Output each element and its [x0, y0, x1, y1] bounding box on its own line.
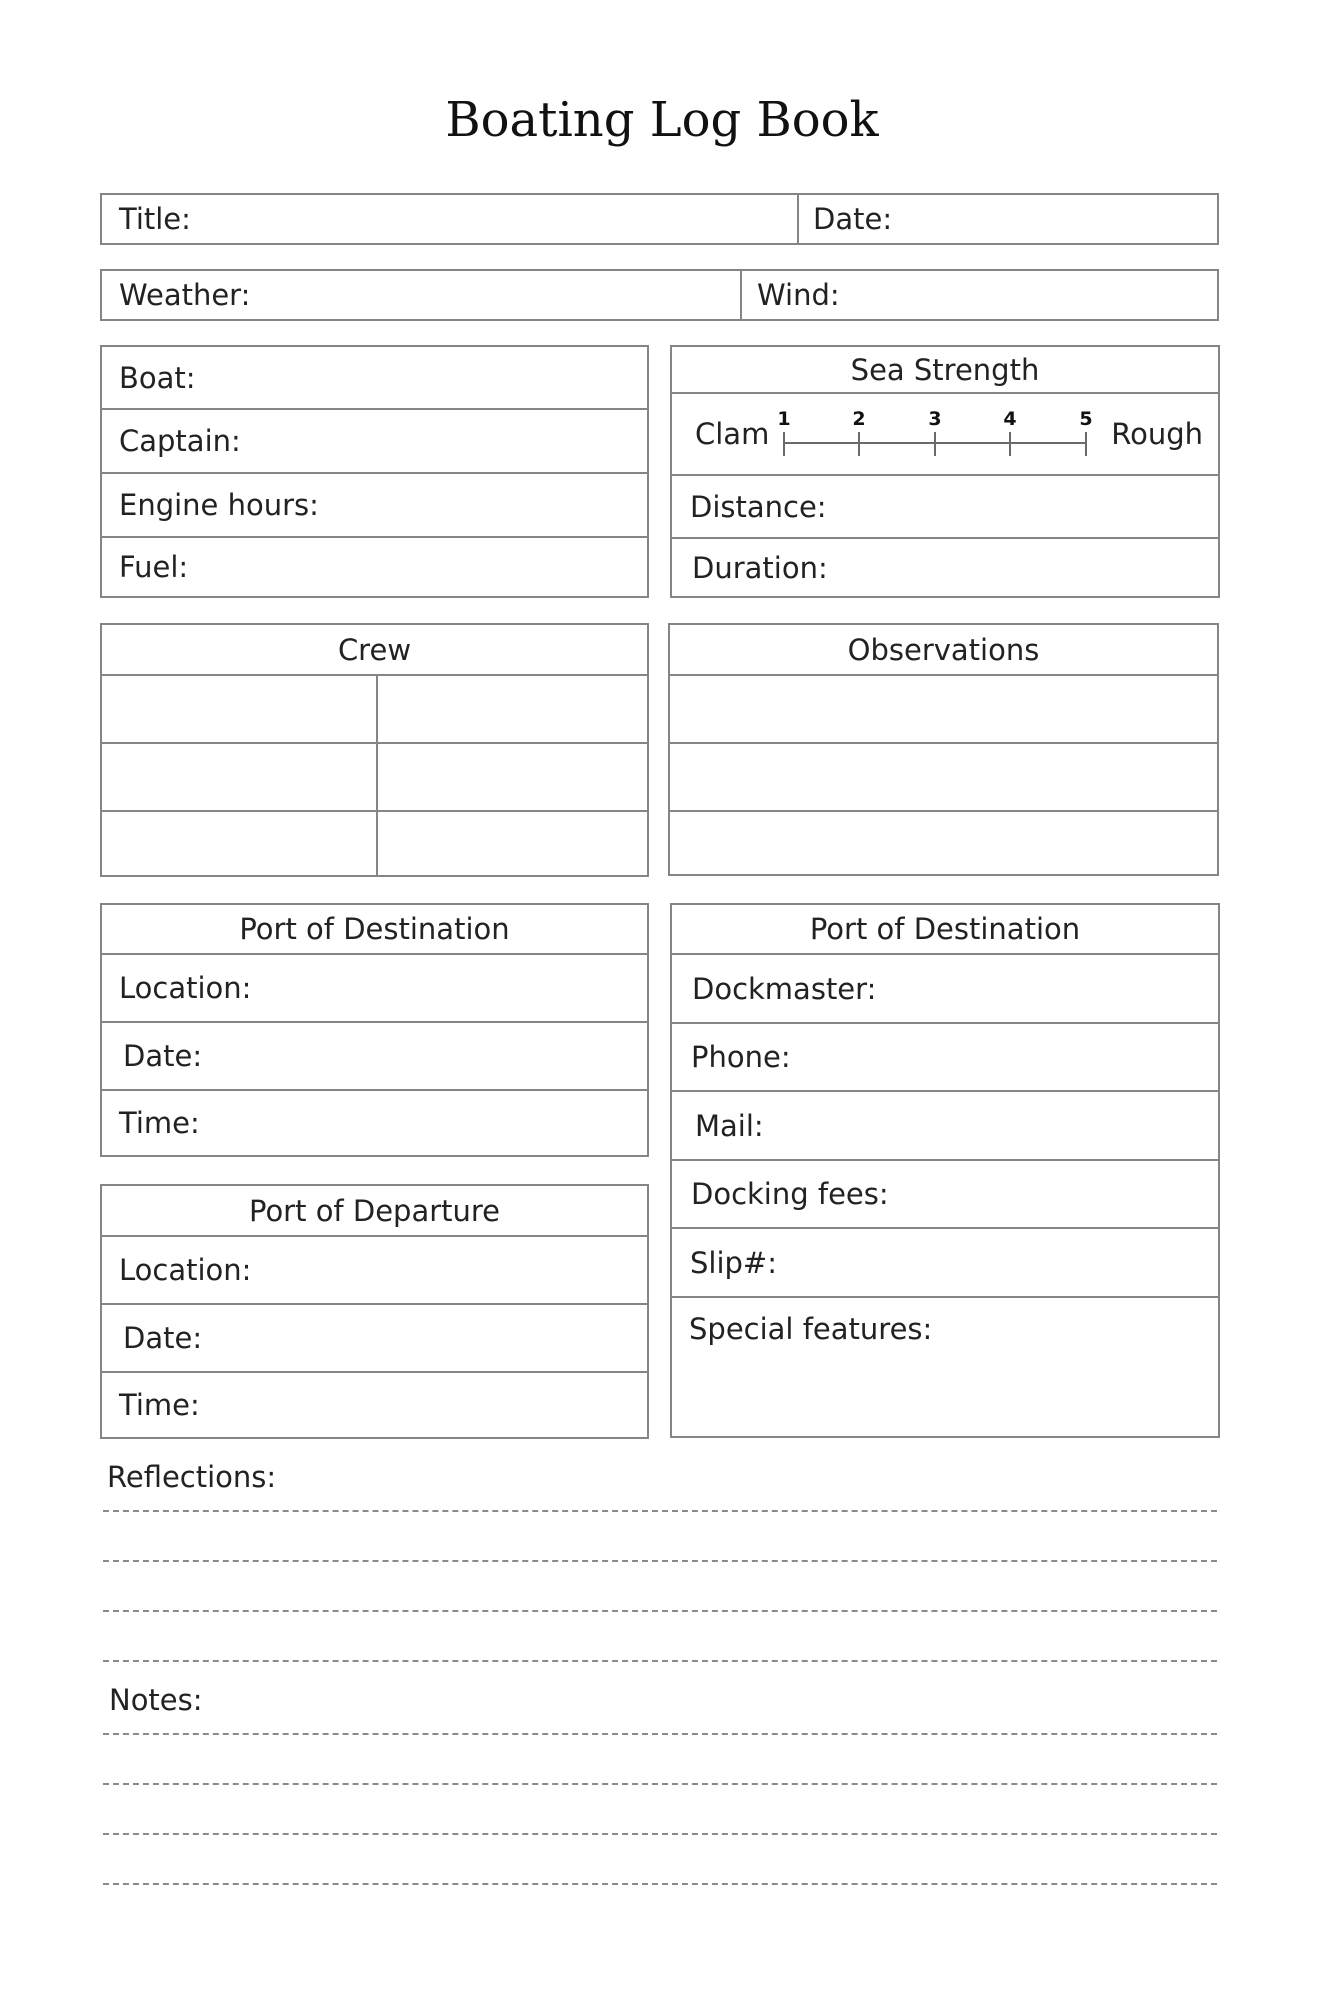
- departure-time-label: Time:: [119, 1388, 200, 1422]
- scale-label-3: 3: [928, 408, 942, 430]
- fuel-field[interactable]: [102, 538, 647, 596]
- engine-hours-field[interactable]: [102, 474, 647, 538]
- mail-field[interactable]: [672, 1092, 1218, 1161]
- crew-cell[interactable]: [102, 744, 376, 810]
- boat-field[interactable]: [102, 347, 647, 410]
- special-features-label: Special features:: [689, 1312, 933, 1346]
- reflections-label: Reflections:: [107, 1460, 277, 1494]
- page-title: Boating Log Book: [445, 92, 879, 148]
- departure-time-field[interactable]: [102, 1373, 647, 1437]
- date-label: Date:: [813, 202, 893, 236]
- phone-field[interactable]: [672, 1024, 1218, 1092]
- departure-location-label: Location:: [119, 1253, 252, 1287]
- sea-strength-box: [670, 345, 1220, 598]
- crew-header: Crew: [337, 632, 412, 667]
- port-departure-header-row: [102, 1186, 647, 1237]
- slip-field[interactable]: [672, 1229, 1218, 1298]
- observations-box: [668, 623, 1219, 876]
- wind-label: Wind:: [757, 278, 840, 312]
- notes-line[interactable]: [103, 1783, 1217, 1785]
- departure-location-field[interactable]: [102, 1237, 647, 1305]
- observations-header-row: [670, 625, 1217, 676]
- crew-box: [100, 623, 649, 877]
- captain-field[interactable]: [102, 410, 647, 474]
- destination-location-label: Location:: [119, 971, 252, 1005]
- crew-row: [102, 676, 647, 744]
- destination-date-field[interactable]: [102, 1023, 647, 1091]
- notes-line[interactable]: [103, 1833, 1217, 1835]
- port-departure-box: [100, 1184, 649, 1439]
- crew-cell[interactable]: [376, 676, 647, 742]
- port-destination-header: Port of Destination: [239, 912, 510, 946]
- crew-cell[interactable]: [376, 744, 647, 810]
- weather-wind-row: [100, 269, 1219, 321]
- title-label: Title:: [119, 202, 191, 236]
- title-field[interactable]: [102, 195, 797, 243]
- reflections-line[interactable]: [103, 1560, 1217, 1562]
- reflections-line[interactable]: [103, 1660, 1217, 1662]
- crew-cell[interactable]: [376, 812, 647, 875]
- observations-row[interactable]: [670, 744, 1217, 812]
- sea-strength-scale-row: [672, 394, 1218, 476]
- departure-date-label: Date:: [123, 1321, 203, 1355]
- boat-info-box: [100, 345, 649, 598]
- port-destination-right-header-row: [672, 905, 1218, 955]
- crew-cell[interactable]: [102, 812, 376, 875]
- phone-label: Phone:: [691, 1040, 791, 1074]
- destination-time-label: Time:: [119, 1106, 200, 1140]
- distance-label: Distance:: [690, 489, 827, 524]
- scale-label-4: 4: [1003, 408, 1017, 430]
- notes-line[interactable]: [103, 1883, 1217, 1885]
- sea-strength-scale[interactable]: [772, 394, 1132, 474]
- reflections-line[interactable]: [103, 1610, 1217, 1612]
- sea-strength-header: Sea Strength: [850, 352, 1040, 387]
- duration-field[interactable]: [672, 539, 1218, 596]
- weather-field[interactable]: [102, 271, 740, 319]
- port-departure-header: Port of Departure: [248, 1193, 501, 1228]
- notes-line[interactable]: [103, 1733, 1217, 1735]
- port-destination-box-right: [670, 903, 1220, 1438]
- port-destination-header-row: [102, 905, 647, 955]
- sea-calm-label: Clam: [695, 417, 770, 451]
- destination-date-label: Date:: [123, 1039, 203, 1073]
- duration-label: Duration:: [692, 550, 828, 585]
- engine-hours-label: Engine hours:: [119, 488, 319, 522]
- date-field[interactable]: [797, 195, 1217, 243]
- scale-label-2: 2: [852, 408, 866, 430]
- notes-label: Notes:: [109, 1683, 203, 1717]
- crew-cell[interactable]: [102, 676, 376, 742]
- crew-row: [102, 812, 647, 875]
- captain-label: Captain:: [119, 424, 241, 458]
- sea-strength-header-row: [672, 347, 1218, 394]
- docking-fees-field[interactable]: [672, 1161, 1218, 1229]
- special-features-field[interactable]: [672, 1298, 1218, 1436]
- wind-field[interactable]: [740, 271, 1217, 319]
- crew-row: [102, 744, 647, 812]
- observations-header: Observations: [847, 632, 1040, 667]
- scale-label-5: 5: [1079, 408, 1093, 430]
- destination-time-field[interactable]: [102, 1091, 647, 1155]
- docking-fees-label: Docking fees:: [691, 1177, 889, 1211]
- slip-label: Slip#:: [690, 1245, 777, 1280]
- boat-label: Boat:: [119, 360, 196, 395]
- departure-date-field[interactable]: [102, 1305, 647, 1373]
- distance-field[interactable]: [672, 476, 1218, 539]
- port-destination-box-left: [100, 903, 649, 1157]
- dockmaster-field[interactable]: [672, 955, 1218, 1024]
- sea-rough-label: Rough: [1111, 417, 1203, 451]
- port-destination-right-header: Port of Destination: [809, 912, 1081, 946]
- mail-label: Mail:: [695, 1108, 764, 1143]
- weather-label: Weather:: [119, 278, 251, 312]
- reflections-line[interactable]: [103, 1510, 1217, 1512]
- destination-location-field[interactable]: [102, 955, 647, 1023]
- observations-row[interactable]: [670, 676, 1217, 744]
- dockmaster-label: Dockmaster:: [692, 971, 877, 1006]
- crew-header-row: [102, 625, 647, 676]
- fuel-label: Fuel:: [119, 550, 189, 584]
- scale-label-1: 1: [777, 408, 791, 430]
- title-date-row: [100, 193, 1219, 245]
- observations-row[interactable]: [670, 812, 1217, 874]
